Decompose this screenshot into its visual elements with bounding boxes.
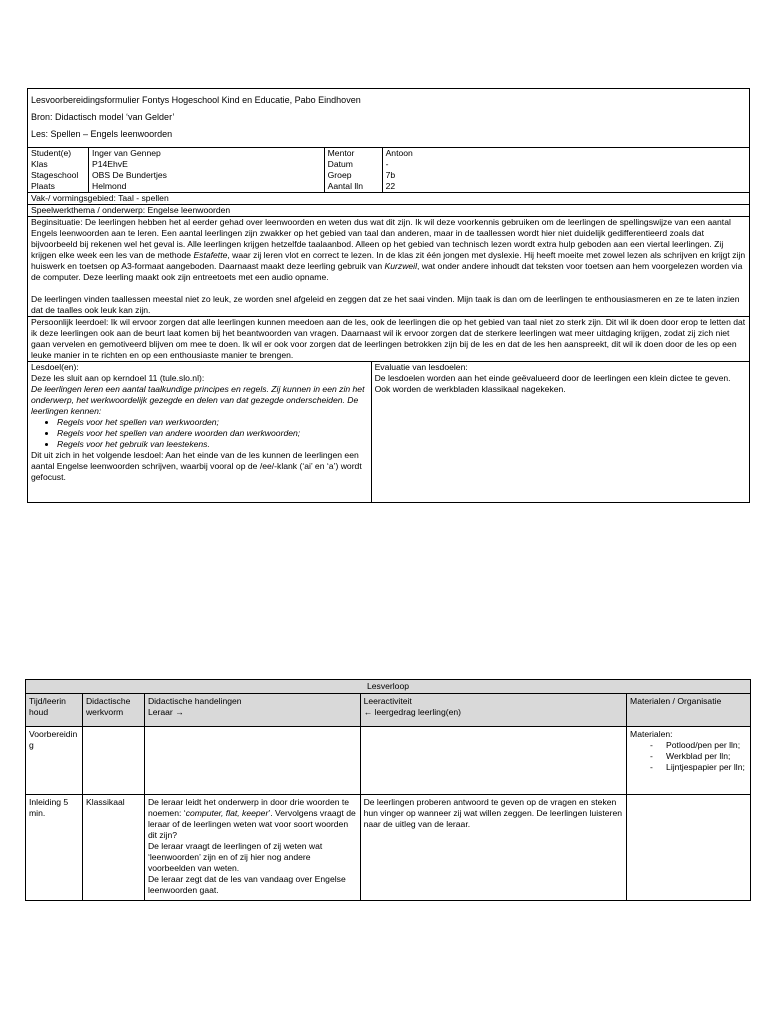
list-item: - Potlood/pen per lln; [650, 740, 747, 751]
row-leraar [144, 795, 360, 901]
lesverloop-title: Lesverloop [26, 680, 751, 694]
info-row [28, 148, 750, 193]
kerndoel-text: De leerlingen leren een aantal taalkundige principes en regels. Zij kunnen in een zin het onderwerp, het werkwoordelijk gezegde en delen van dat gezegde onderscheiden. De leerlingen kennen: [31, 384, 365, 416]
row-tijd: Voorbereiding [26, 727, 83, 795]
info-labels-right [324, 148, 382, 193]
plaats-value: Helmond [91, 181, 127, 191]
row-werkvorm: Klassikaal [82, 795, 144, 901]
aantal-value: 22 [385, 181, 396, 191]
beginsituatie [28, 217, 750, 317]
row-materialen [627, 795, 751, 901]
col-leraar-header: Didactische handelingen Leraar → [144, 694, 360, 727]
stageschool-label: Stageschool [31, 170, 79, 180]
lesdoelen-heading: Lesdoel(en): [31, 362, 79, 372]
stageschool-value: OBS De Bundertjes [91, 170, 167, 180]
plaats-label: Plaats [31, 181, 55, 191]
row-leraar [144, 727, 360, 795]
row-materialen [627, 727, 751, 795]
evaluatie-heading: Evaluatie van lesdoelen: [374, 362, 468, 372]
student-value: Inger van Gennep [91, 148, 161, 158]
groep-label: Groep [327, 170, 352, 180]
row-leerling: De leerlingen proberen antwoord te geven op de vragen en steken hun vinger op wanneer zij wat willen zeggen. De leerlingen luisteren naar de uitleg van de leraar. [360, 795, 626, 901]
mentor-value: Antoon [385, 148, 413, 158]
table-row [26, 795, 751, 901]
beginsituatie-paragraph-2: De leerlingen vinden taallessen meestal niet zo leuk, ze worden snel afgeleid en zeggen dat ze het saai vinden. Mijn taak is dan om de leerlingen te enthousiasmeren en ze te laten inzien dat de taalles ook leuk kan zijn. [31, 294, 740, 315]
evaluatie-cell [371, 362, 749, 503]
leraar-step-3: De leraar zegt dat de les van vandaag over Engelse leenwoorden gaat. [147, 874, 346, 895]
groep-value: 7b [385, 170, 396, 180]
info-labels-left [28, 148, 89, 193]
list-item: - Lijntjespapier per lln; [650, 762, 747, 773]
lesverloop-header-row [26, 694, 751, 727]
leraar-step-1: De leraar leidt het onderwerp in door drie woorden te noemen: ‘computer, flat, keeper’. Vervolgens vraagt de leraar of de leerlingen weten wat voor soort woorden dit zijn? [147, 797, 356, 840]
list-item: • Regels voor het gebruik van leestekens. [57, 439, 368, 450]
info-values-left [88, 148, 324, 193]
mentor-label: Mentor [327, 148, 355, 158]
datum-label: Datum [327, 159, 353, 169]
list-item: • Regels voor het spellen van werkwoorden; [57, 417, 368, 428]
col-materialen-header: Materialen / Organisatie [627, 694, 751, 727]
lesson-form-table [27, 88, 750, 503]
lesdoel-conclusion: Dit uit zich in het volgende lesdoel: Aan het einde van de les kunnen de leerlingen een aantal Engelse leenwoorden schrijven, waarbij vooral op de /ee/-klank (‘ai’ en ‘a’) wordt gefocust. [31, 450, 362, 482]
lesson-title: Les: Spellen – Engels leenwoorden [31, 129, 173, 139]
info-values-right [382, 148, 749, 193]
lesdoelen-cell [28, 362, 372, 503]
list-item: - Werkblad per lln; [650, 751, 747, 762]
materialen-list [630, 740, 747, 773]
student-label: Student(e) [31, 148, 72, 158]
aantal-label: Aantal lln [327, 181, 363, 191]
col-tijd-header: Tijd/leerin houd [26, 694, 83, 727]
thema: Speelwerkthema / onderwerp: Engelse leenwoorden [28, 205, 750, 217]
form-header [28, 89, 750, 148]
col-leerling-header: Leeractiviteit ← leergedrag leerling(en) [360, 694, 626, 727]
list-item: • Regels voor het spellen van andere woorden dan werkwoorden; [57, 428, 368, 439]
row-leerling [360, 727, 626, 795]
row-werkvorm [82, 727, 144, 795]
beginsituatie-paragraph-1: Beginsituatie: De leerlingen hebben het al eerder gehad over leenwoorden en weten dus wat dit zijn. Ik wil deze voorkennis gebruiken om de leerlingen de spellingswijze van een aantal Engels leenwoorden aan te leren. Een aantal leerlingen zijn zwakker op het gebied van taal dan anderen, maar in de taallessen wordt hier niet duidelijk gedifferentieerd zoals dat bijvoorbeeld bij rekenen wel het geval is. Alle leerlingen krijgen hetzelfde taalaanbod. Alleen op het gebied van technisch lezen wordt extra hulp geboden aan een viertal leerlingen. Zij krijgen elke week een les van de methode Estafette, waar zij leren vlot en correct te lezen. In de klas zit één jongen met dyslexie. Hij heeft moeite met zowel lezen als schrijven en krijgt zijn huiswerk en toetsen op A3-formaat aangeboden. Daarnaast maakt deze leerling gebruik van Kurzweil, wat onder andere inhoudt dat teksten voor toetsen aan hem voorgelezen worden via de computer. Deze leerling maakt ook zijn entreetoets met een audio opname. [31, 217, 746, 282]
row-tijd: Inleiding 5 min. [26, 795, 83, 901]
persoonlijk-leerdoel: Persoonlijk leerdoel: Ik wil ervoor zorgen dat alle leerlingen kunnen meedoen aan de les, ook de leerlingen die op het gebied van taal niet zo sterk zijn. Dit wil ik doen door erop te letten dat ik deze leerlingen ook aan de beurt laat komen bij het beantwoorden van vragen. Daarnaast wil ik ervoor zorgen dat de sterkere leerlingen wat meer uitdaging krijgen, zodat zij zich niet gaan vervelen en gemotiveerd blijven om mee te doen. Ik wil er ook voor zorgen dat de leerlingen betrokken zijn bij de les en dat de les hen aanspreekt, dit wil ik doen door de les op een leuke manier in te richten en op een enthousiaste manier te brengen. [28, 317, 750, 362]
rules-list [31, 417, 368, 450]
form-title: Lesvoorbereidingsformulier Fontys Hogeschool Kind en Educatie, Pabo Eindhoven [31, 95, 361, 105]
col-werkvorm-header: Didactische werkvorm [82, 694, 144, 727]
klas-value: P14EhvE [91, 159, 128, 169]
lesverloop-table [25, 679, 751, 901]
materialen-heading: Materialen: [630, 729, 673, 739]
klas-label: Klas [31, 159, 48, 169]
table-row [26, 727, 751, 795]
vormingsgebied: Vak-/ vormingsgebied: Taal - spellen [28, 193, 750, 205]
kerndoel-line: Deze les sluit aan op kerndoel 11 (tule.slo.nl): [31, 373, 205, 383]
datum-value: - [385, 159, 389, 169]
form-source: Bron: Didactisch model ‘van Gelder’ [31, 112, 175, 122]
evaluatie-text: De lesdoelen worden aan het einde geëvalueerd door de leerlingen een klein dictee te geven. Ook worden de werkbladen klassikaal nagekeken. [374, 373, 731, 394]
leraar-step-2: De leraar vraagt de leerlingen of zij weten wat ‘leenwoorden’ zijn en of zij hier nog andere voorbeelden van weten. [147, 841, 323, 873]
